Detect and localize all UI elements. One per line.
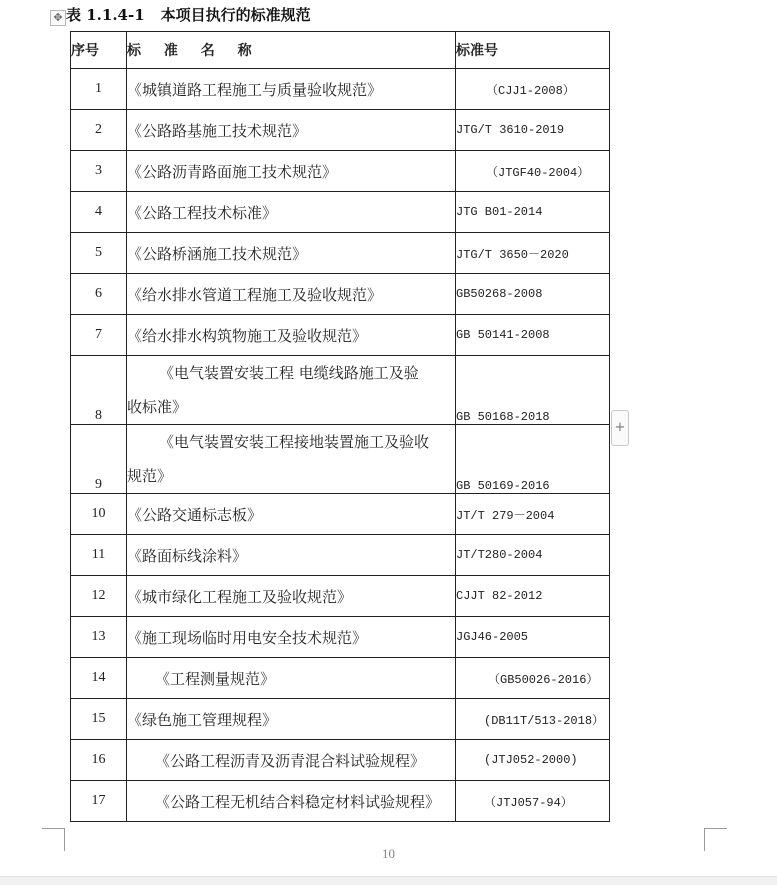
row-code: JTG/T 3610-2019 <box>456 110 610 151</box>
row-code: (DB11T/513-2018） <box>456 699 610 740</box>
row-name-line1: 《电气装置安装工程 电缆线路施工及验 <box>159 364 419 382</box>
table-caption <box>66 4 311 25</box>
row-no: 6 <box>71 274 127 315</box>
row-no: 3 <box>71 151 127 192</box>
row-name: 《城镇道路工程施工与质量验收规范》 <box>127 69 456 110</box>
row-name: 《公路工程无机结合料稳定材料试验规程》 <box>127 781 456 822</box>
row-code: (JTJ052-2000) <box>456 740 610 781</box>
header-serial-no: 序号 <box>71 32 127 69</box>
table-row <box>71 576 610 617</box>
table-row <box>71 274 610 315</box>
add-column-plus-icon[interactable]: + <box>611 410 629 446</box>
row-no: 7 <box>71 315 127 356</box>
row-name-line2: 规范》 <box>127 467 173 485</box>
row-name: 《公路桥涵施工技术规范》 <box>127 233 456 274</box>
row-no: 1 <box>71 69 127 110</box>
table-row <box>71 740 610 781</box>
table-row <box>71 356 610 425</box>
row-no: 17 <box>71 781 127 822</box>
table-row <box>71 110 610 151</box>
row-no: 8 <box>71 356 127 425</box>
row-no: 10 <box>71 494 127 535</box>
row-code: GB 50168-2018 <box>456 356 610 425</box>
row-name: 《公路工程沥青及沥青混合料试验规程》 <box>127 740 456 781</box>
row-no: 13 <box>71 617 127 658</box>
table-row <box>71 233 610 274</box>
row-name: 《路面标线涂料》 <box>127 535 456 576</box>
row-no: 15 <box>71 699 127 740</box>
row-code: （GB50026-2016） <box>456 658 610 699</box>
table-row <box>71 315 610 356</box>
header-standard-name: 标 准 名 称 <box>127 32 456 69</box>
row-name: 《公路沥青路面施工技术规范》 <box>127 151 456 192</box>
row-no: 9 <box>71 425 127 494</box>
row-code: CJJT 82-2012 <box>456 576 610 617</box>
table-row <box>71 69 610 110</box>
header-standard-code: 标准号 <box>456 32 610 69</box>
row-name-line1: 《电气装置安装工程接地装置施工及验收 <box>159 433 430 451</box>
table-row <box>71 781 610 822</box>
table-header-row <box>71 32 610 69</box>
row-no: 5 <box>71 233 127 274</box>
row-code: （CJJ1-2008） <box>456 69 610 110</box>
table-row <box>71 425 610 494</box>
row-name: 《公路路基施工技术规范》 <box>127 110 456 151</box>
table-row <box>71 192 610 233</box>
table-row <box>71 151 610 192</box>
row-code: JGJ46-2005 <box>456 617 610 658</box>
row-name: 《给水排水构筑物施工及验收规范》 <box>127 315 456 356</box>
row-code: GB50268-2008 <box>456 274 610 315</box>
row-name: 《施工现场临时用电安全技术规范》 <box>127 617 456 658</box>
row-name <box>127 425 456 494</box>
table-row <box>71 494 610 535</box>
row-no: 16 <box>71 740 127 781</box>
row-code: GB 50169-2016 <box>456 425 610 494</box>
row-no: 14 <box>71 658 127 699</box>
row-name: 《绿色施工管理规程》 <box>127 699 456 740</box>
row-code: JTG/T 3650－2020 <box>456 233 610 274</box>
table-row <box>71 699 610 740</box>
row-code: JTG B01-2014 <box>456 192 610 233</box>
page-number: 10 <box>382 846 395 861</box>
row-name: 《城市绿化工程施工及验收规范》 <box>127 576 456 617</box>
table-row <box>71 658 610 699</box>
caption-label: 表 1.1.4-1 <box>66 6 145 24</box>
row-name: 《公路工程技术标准》 <box>127 192 456 233</box>
row-name-line2: 收标准》 <box>127 398 188 416</box>
table-move-handle-icon[interactable]: ✥ <box>50 10 66 26</box>
row-no: 4 <box>71 192 127 233</box>
caption-title: 本项目执行的标准规范 <box>160 6 311 24</box>
row-code: （JTJ057-94） <box>456 781 610 822</box>
row-name: 《公路交通标志板》 <box>127 494 456 535</box>
table-row <box>71 617 610 658</box>
row-code: GB 50141-2008 <box>456 315 610 356</box>
row-code: （JTGF40-2004） <box>456 151 610 192</box>
table-row <box>71 535 610 576</box>
row-name: 《工程测量规范》 <box>127 658 456 699</box>
row-name: 《给水排水管道工程施工及验收规范》 <box>127 274 456 315</box>
row-code: JT/T 279－2004 <box>456 494 610 535</box>
row-code: JT/T280-2004 <box>456 535 610 576</box>
row-no: 11 <box>71 535 127 576</box>
standards-table <box>70 31 610 822</box>
row-no: 2 <box>71 110 127 151</box>
row-no: 12 <box>71 576 127 617</box>
row-name <box>127 356 456 425</box>
